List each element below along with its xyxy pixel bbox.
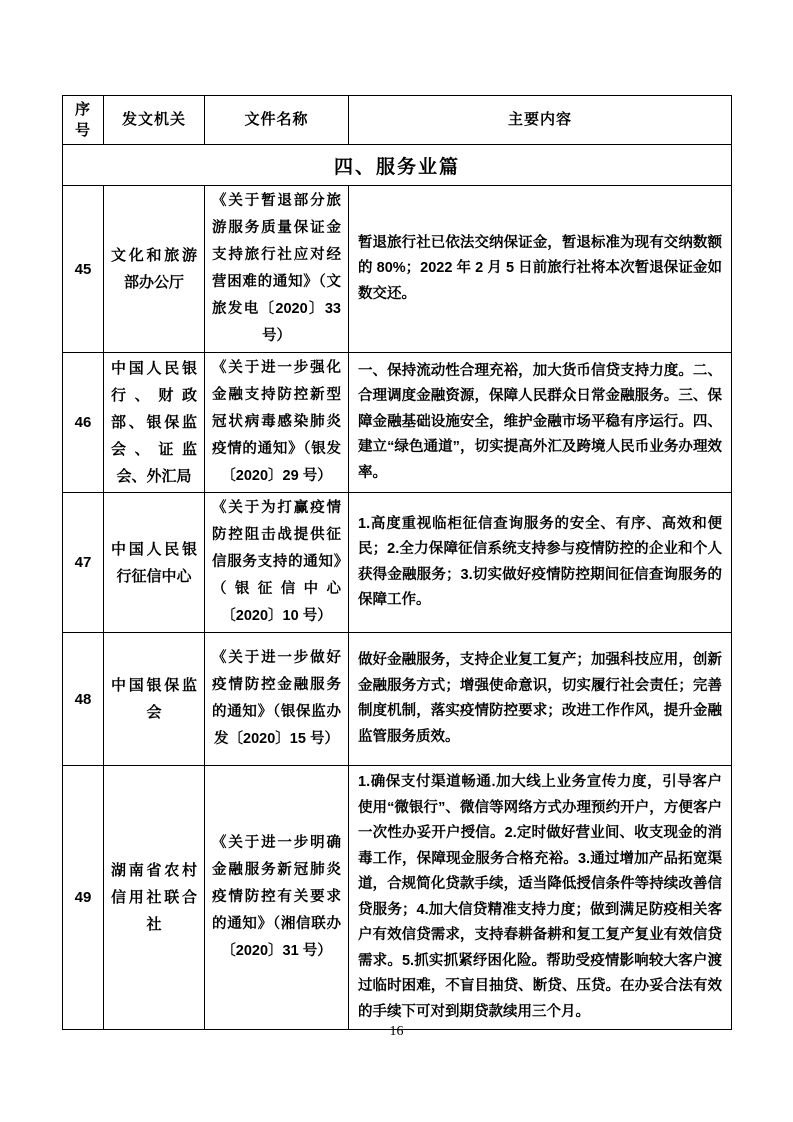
cell-document-name: 《关于进一步强化金融支持防控新型冠状病毒感染肺炎疫情的通知》（银发〔2020〕29 号） [205,353,349,493]
policy-table [62,95,732,1030]
cell-document-name: 《关于暂退部分旅游服务质量保证金支持旅行社应对经营困难的通知》（文旅发电〔2020〕33 号） [205,186,349,353]
cell-document-name: 《关于为打赢疫情防控阻击战提供征信服务支持的通知》（银征信中心〔2020〕10 号） [205,493,349,633]
cell-issuing-agency: 中国人民银行征信中心 [104,493,205,633]
cell-main-content: 一、保持流动性合理充裕，加大货币信贷支持力度。二、合理调度金融资源，保障人民群众日常金融服务。三、保障金融基础设施安全，维护金融市场平稳有序运行。四、建立“绿色通道”，切实提高外汇及跨境人民币业务办理效率。 [349,353,732,493]
cell-issuing-agency: 中国人民银行、财政部、银保监会、证监会、外汇局 [104,353,205,493]
cell-serial-number: 45 [63,186,104,353]
page-number: 16 [389,1024,404,1039]
section-title: 四、服务业篇 [63,145,732,186]
section-row [63,145,732,186]
cell-document-name: 《关于进一步明确金融服务新冠肺炎疫情防控有关要求的通知》（湘信联办〔2020〕31 号） [205,766,349,1030]
col-header-content: 主要内容 [349,96,732,145]
table-row [63,766,732,1030]
cell-main-content: 1.高度重视临柜征信查询服务的安全、有序、高效和便民；2.全力保障征信系统支持参与疫情防控的企业和个人获得金融服务；3.切实做好疫情防控期间征信查询服务的保障工作。 [349,493,732,633]
col-header-agency: 发文机关 [104,96,205,145]
col-header-no-label: 序号 [74,101,91,139]
cell-issuing-agency: 文化和旅游部办公厅 [104,186,205,353]
col-header-no [63,96,104,145]
cell-main-content: 1.确保支付渠道畅通.加大线上业务宣传力度，引导客户使用“微银行”、微信等网络方式办理预约开户，方便客户一次性办妥开户授信。2.定时做好营业间、收支现金的消毒工作，保障现金服务合格充裕。3.通过增加产品拓宽渠道，合规简化贷款手续，适当降低授信条件等持续改善信贷服务；4.加大信贷精准支持力度；做到满足防疫相关客户有效信贷需求，支持春耕备耕和复工复产复业有效信贷需求。5.抓实抓紧纾困化险。帮助受疫情影响较大客户渡过临时困难，不盲目抽贷、断贷、压贷。在办妥合法有效的手续下可对到期贷款续用三个月。 [349,766,732,1030]
table-row [63,633,732,766]
cell-serial-number: 47 [63,493,104,633]
cell-issuing-agency: 中国银保监会 [104,633,205,766]
col-header-doc: 文件名称 [205,96,349,145]
table-row [63,353,732,493]
cell-issuing-agency: 湖南省农村信用社联合社 [104,766,205,1030]
table-row [63,186,732,353]
cell-serial-number: 48 [63,633,104,766]
table-row [63,493,732,633]
cell-serial-number: 46 [63,353,104,493]
cell-document-name: 《关于进一步做好疫情防控金融服务的通知》（银保监办发〔2020〕15 号） [205,633,349,766]
cell-main-content: 暂退旅行社已依法交纳保证金，暂退标准为现有交纳数额的 80%；2022 年 2 月 5 日前旅行社将本次暂退保证金如数交还。 [349,186,732,353]
cell-serial-number: 49 [63,766,104,1030]
table-header-row [63,96,732,145]
cell-main-content: 做好金融服务，支持企业复工复产；加强科技应用，创新金融服务方式；增强使命意识，切实履行社会责任；完善制度机制，落实疫情防控要求；改进工作作风，提升金融监管服务质效。 [349,633,732,766]
